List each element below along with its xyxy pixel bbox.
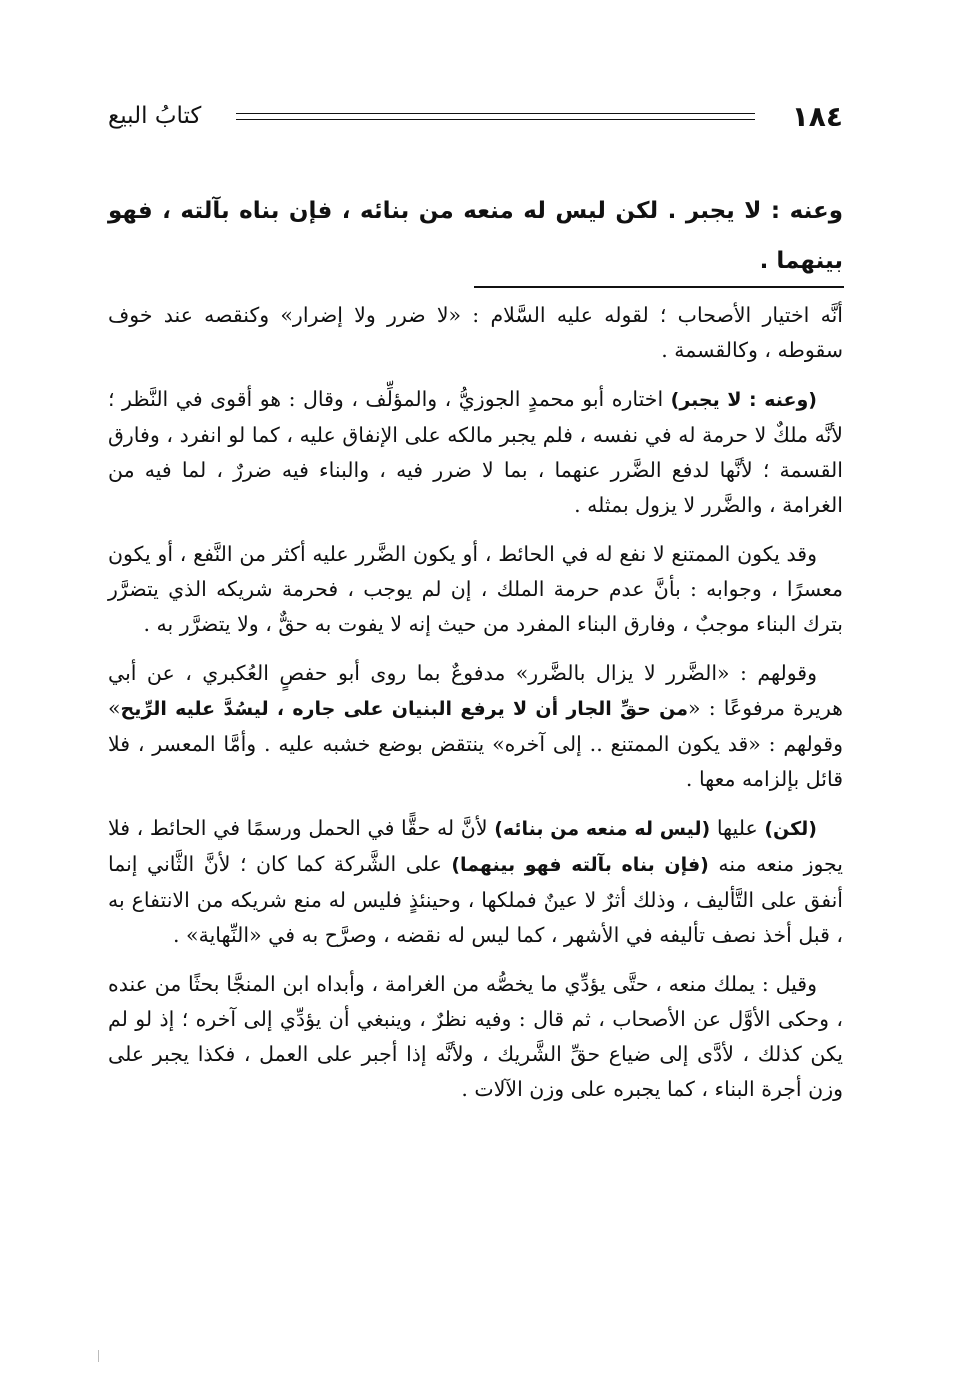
bold-quoted-text: (وعنه : لا يجبر) <box>670 389 817 411</box>
commentary-paragraph <box>108 967 843 1107</box>
paragraph-text: على الشَّركة كما كان ؛ لأنَّ الثَّاني إنما أنفق على التَّأليف ، وذلك أثرٌ لا عينٌ فملكها ، وحينئذٍ فليس له منع شريكه من الانتفاع به ، قبل أخذ نصف تأليفه في الأشهر ، كما ليس له نقضه ، وصرَّح به في «النِّهاية» . <box>108 852 843 947</box>
commentary-paragraph <box>108 811 843 953</box>
page-header <box>108 96 843 136</box>
paragraph-text: لأنَّ له حقًّا في الحمل ورسمًا في الحائط ، فلا يجوز منعه منه <box>108 816 843 876</box>
paragraph-text: وقد يكون الممتنع لا نفع له في الحائط ، أو يكون الضَّرر عليه أكثر من النَّفع ، أو يكون معسرًا ، وجوابه : بأنَّ عدم حرمة الملك ، إن لم يوجب ، فحرمة شريكه الذي يتضرَّر بترك البناء موجبٌ ، وفارق البناء المفرد من حيث إنه لا يفوت به حقٌّ ، ولا يتضرَّر به . <box>108 542 843 636</box>
header-rule <box>236 113 755 120</box>
page-number: ١٨٤ <box>791 99 843 133</box>
paragraph-text: وقيل : يملك منعه ، حتَّى يؤدِّي ما يخصُّه من الغرامة ، وأبداه ابن المنجَّا بحثًا من عنده ، وحكى الأوَّل عن الأصحاب ، ثم قال : وفيه نظرٌ ، وينبغي أن يؤدِّي إلى آخره ؛ إذ لو لم يكن كذلك ، لأدَّى إلى ضياع حقِّ الشَّريك ، ولأنَّه إذا أجبر على العمل ، فكذا يجبر على وزن أجرة البناء ، كما يجبره على وزن الآلات . <box>108 972 843 1101</box>
bold-quoted-text: (لكن) <box>764 818 817 840</box>
paragraph-text: أنَّه اختيار الأصحاب ؛ لقوله عليه السَّلام : «لا ضرر ولا إضرار» وكنقصه عند خوف سقوطه ، وكالقسمة . <box>108 303 843 362</box>
paragraph-text: وقولهم : «الضَّرر لا يزال بالضَّرر» مدفوعٌ بما روى أبو حفصٍ العُكبري ، عن أبي هريرة مرفوعًا : « <box>108 661 843 720</box>
commentary-paragraph <box>108 382 843 523</box>
paragraph-text: عليها <box>710 816 765 840</box>
running-title: كتابُ البيع <box>108 103 202 129</box>
commentary-paragraph <box>108 656 843 797</box>
commentary-paragraph <box>108 537 843 642</box>
matn-separator-rule <box>474 286 844 288</box>
margin-tick <box>98 1350 99 1362</box>
bold-quoted-text: (فإن بناه بآلته فهو بينهما) <box>451 854 709 876</box>
paragraph-text: » وقولهم : «قد يكون الممتنع .. إلى آخره» ينتقض بوضع خشبه عليه . وأمَّا المعسر ، فلا قائل بإلزامه معها . <box>108 696 843 791</box>
matn-text: وعنه : لا يجبر . لكن ليس له منعه من بنائه ، فإن بناه بآلته ، فهو بينهما . <box>108 198 843 274</box>
commentary-body <box>108 298 843 1121</box>
bold-quoted-text: (ليس له منعه من بنائه) <box>494 818 711 840</box>
paragraph-text: اختاره أبو محمدٍ الجوزيُّ ، والمؤلِّف ، وقال : هو أقوى في النَّظر ؛ لأنَّه ملكٌ لا حرمة له في نفسه ، فلم يجبر مالكه على الإنفاق عليه ، كما لو انفرد ، وفارق القسمة ؛ لأنَّها لدفع الضَّرر عنهما ، بما لا ضرر فيه ، والبناء فيه ضررٌ ، لما فيه من الغرامة ، والضَّرر لا يزول بمثله . <box>108 387 843 517</box>
bold-quoted-text: من حقِّ الجار أن لا يرفع البنيان على جاره ، ليسُدَّ عليه الرِّيح <box>120 698 688 720</box>
commentary-paragraph <box>108 298 843 368</box>
